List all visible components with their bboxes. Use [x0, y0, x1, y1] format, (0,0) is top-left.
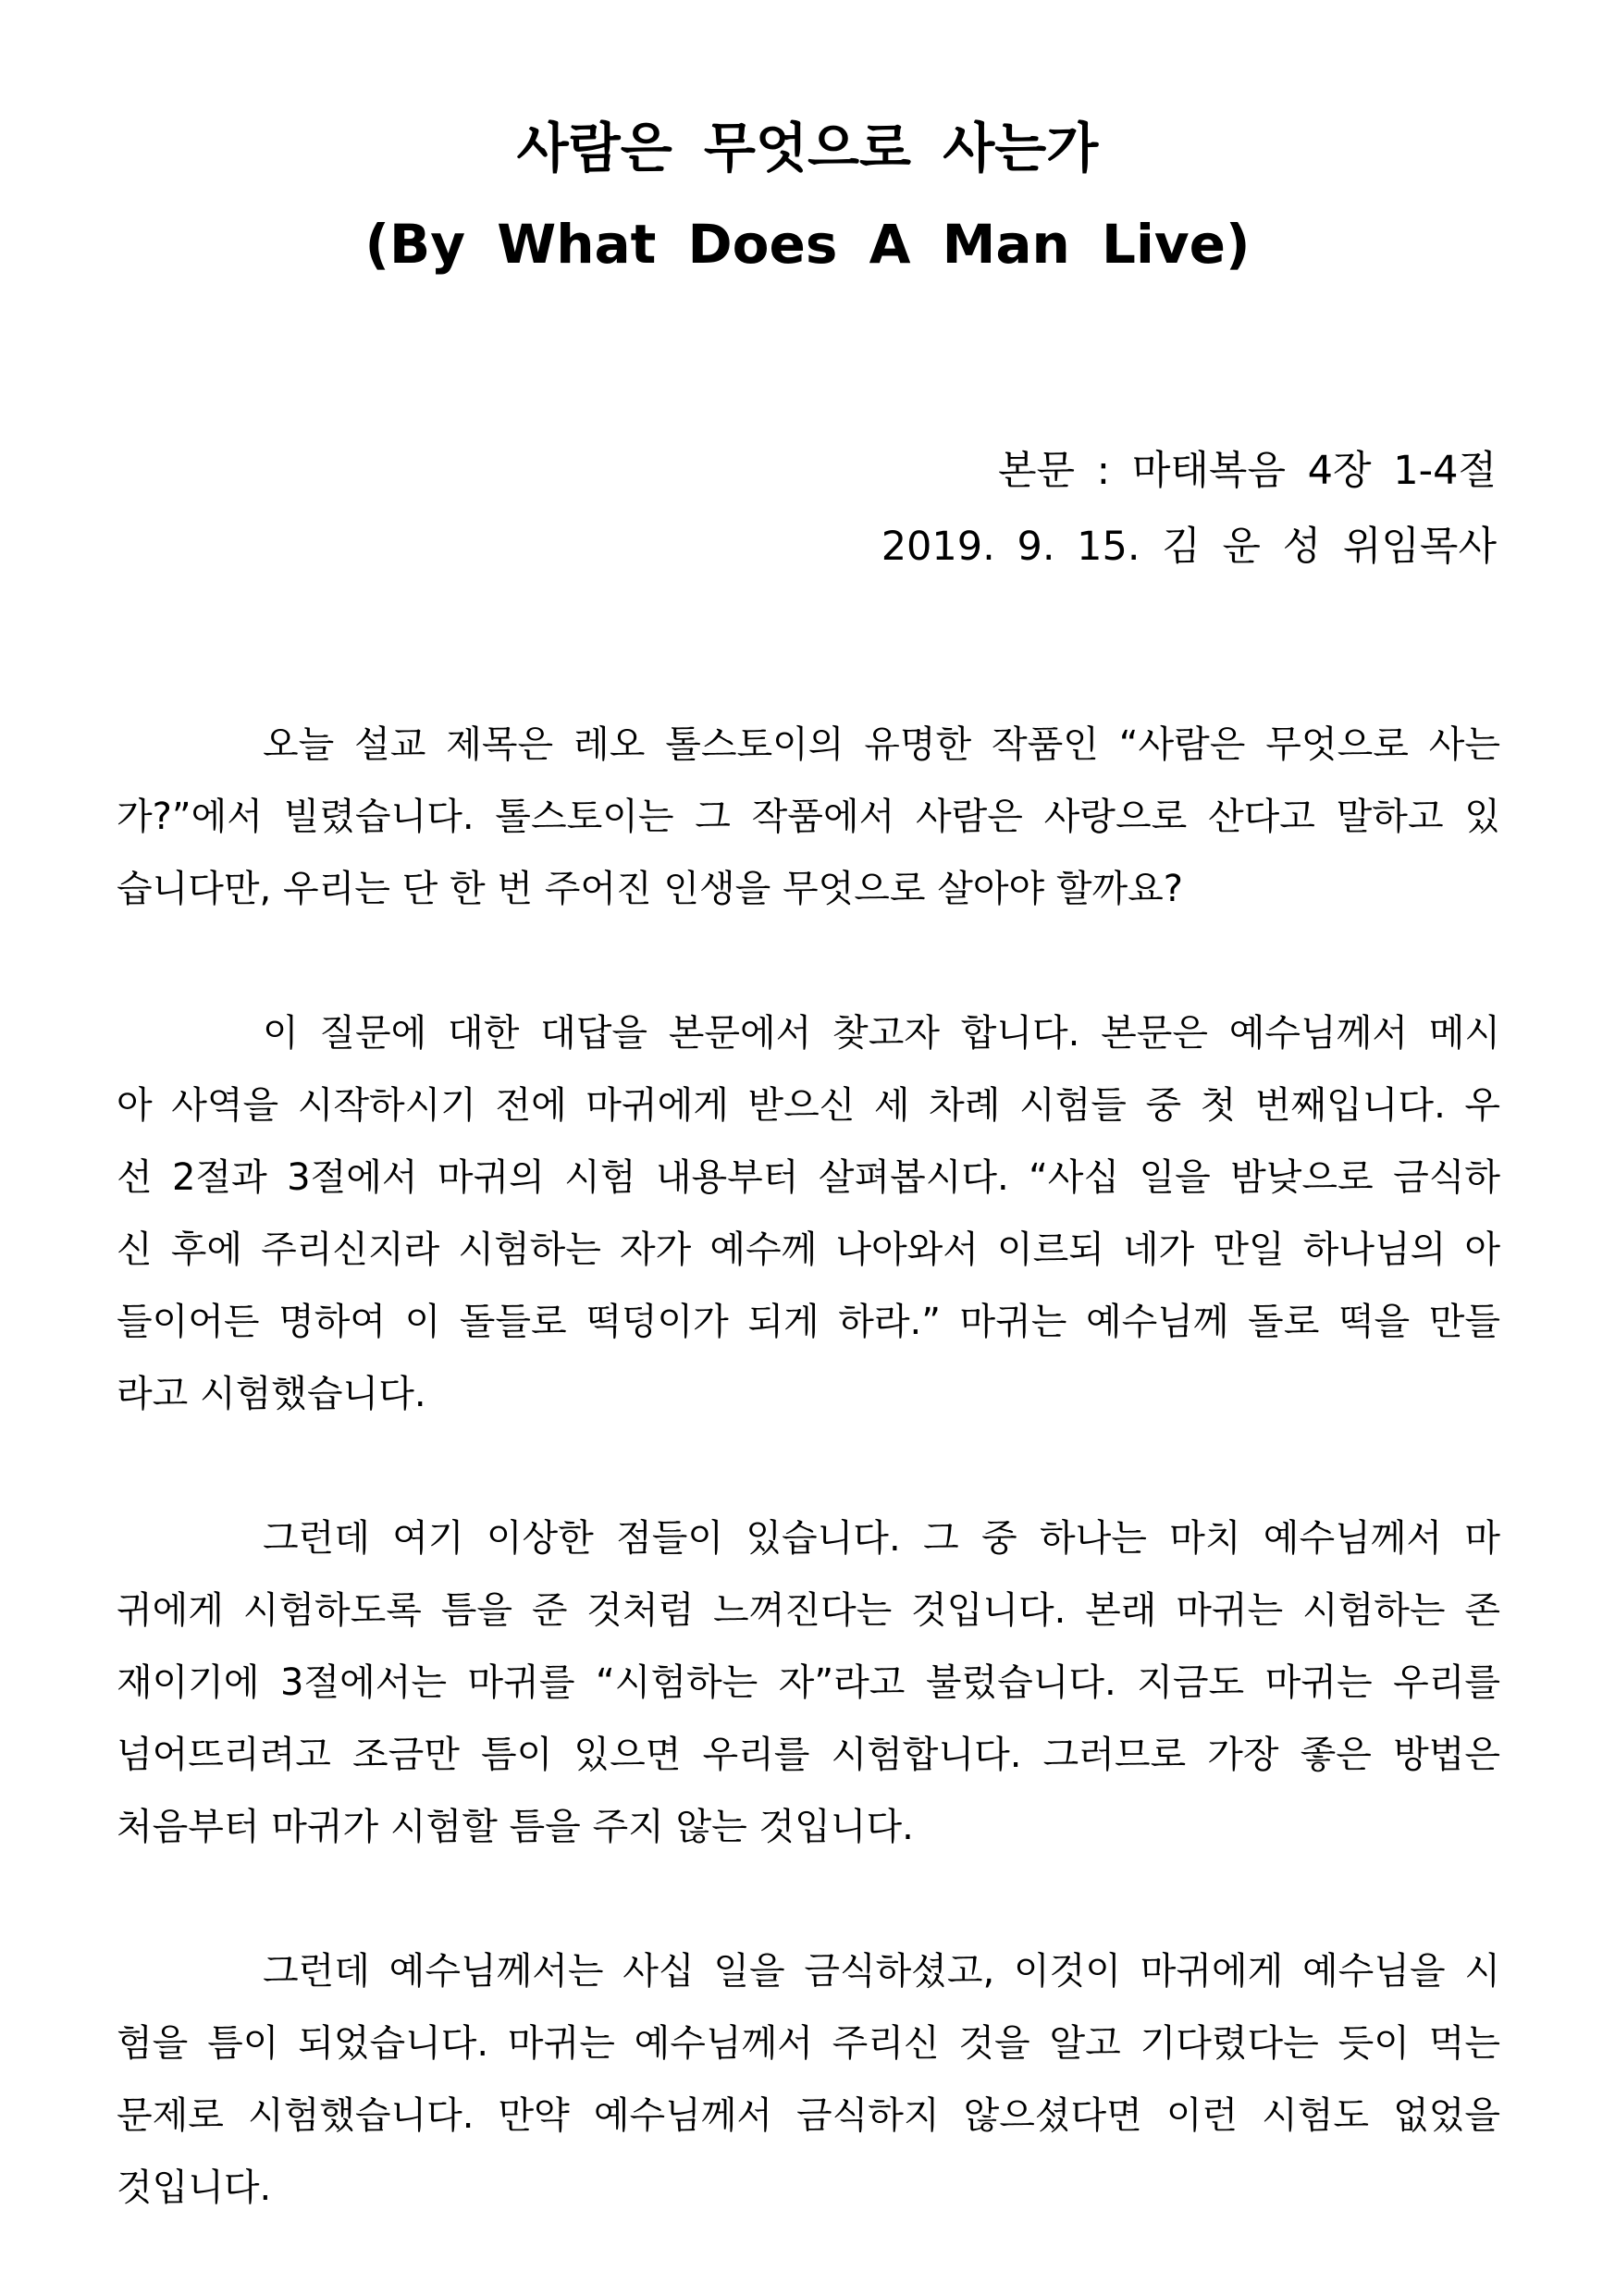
paragraph-line: 그런데 예수님께서는 사십 일을 금식하셨고, 이것이 마귀에게 예수님을 시	[263, 1950, 1500, 1993]
paragraph-line: 것입니다.	[117, 2166, 272, 2209]
title-english: (By What Does A Man Live)	[364, 213, 1251, 276]
paragraph-line: 가?”에서 빌렸습니다. 톨스토이는 그 작품에서 사람은 사랑으로 산다고 말하고 있	[117, 796, 1500, 838]
date-and-author: 2019. 9. 15. 김 운 성 위임목사	[881, 524, 1497, 570]
paragraph-line: 귀에게 시험하도록 틈을 준 것처럼 느껴진다는 것입니다. 본래 마귀는 시험하는 존	[117, 1589, 1500, 1632]
paragraph-2	[117, 997, 1500, 1430]
sermon-title	[0, 100, 1615, 292]
paragraph-3	[117, 1502, 1500, 1863]
title-korean: 사람은 무엇으로 사는가	[516, 117, 1099, 179]
scripture-reference: 본문 : 마태복음 4장 1-4절	[997, 448, 1497, 494]
paragraph-line: 들이어든 명하여 이 돌들로 떡덩이가 되게 하라.” 마귀는 예수님께 돌로 떡을 만들	[117, 1301, 1500, 1343]
sermon-body	[117, 709, 1500, 2296]
paragraph-line: 처음부터 마귀가 시험할 틈을 주지 않는 것입니다.	[117, 1806, 914, 1848]
paragraph-1	[117, 709, 1500, 925]
paragraph-line: 문제로 시험했습니다. 만약 예수님께서 금식하지 않으셨다면 이런 시험도 없었을	[117, 2094, 1500, 2137]
paragraph-4	[117, 1935, 1500, 2224]
paragraph-line: 아 사역을 시작하시기 전에 마귀에게 받으신 세 차례 시험들 중 첫 번째입니다. 우	[117, 1084, 1500, 1127]
sermon-meta	[881, 433, 1497, 585]
paragraph-line: 선 2절과 3절에서 마귀의 시험 내용부터 살펴봅시다. “사십 일을 밤낮으로 금식하	[117, 1156, 1500, 1199]
paragraph-line: 이 질문에 대한 대답을 본문에서 찾고자 합니다. 본문은 예수님께서 메시	[263, 1012, 1500, 1055]
paragraph-line: 신 후에 주리신지라 시험하는 자가 예수께 나아와서 이르되 네가 만일 하나님의 아	[117, 1228, 1500, 1271]
paragraph-line: 라고 시험했습니다.	[117, 1373, 426, 1415]
paragraph-line: 험을 틈이 되었습니다. 마귀는 예수님께서 주리신 것을 알고 기다렸다는 듯이 먹는	[117, 2022, 1500, 2065]
paragraph-line: 재이기에 3절에서는 마귀를 “시험하는 자”라고 불렀습니다. 지금도 마귀는 우리를	[117, 1661, 1500, 1704]
paragraph-line: 오늘 설교 제목은 레오 톨스토이의 유명한 작품인 “사람은 무엇으로 사는	[263, 723, 1500, 766]
paragraph-line: 그런데 여기 이상한 점들이 있습니다. 그 중 하나는 마치 예수님께서 마	[263, 1517, 1500, 1560]
paragraph-line: 습니다만, 우리는 단 한 번 주어진 인생을 무엇으로 살아야 할까요?	[117, 868, 1184, 910]
paragraph-line: 넘어뜨리려고 조금만 틈이 있으면 우리를 시험합니다. 그러므로 가장 좋은 방법은	[117, 1734, 1500, 1776]
